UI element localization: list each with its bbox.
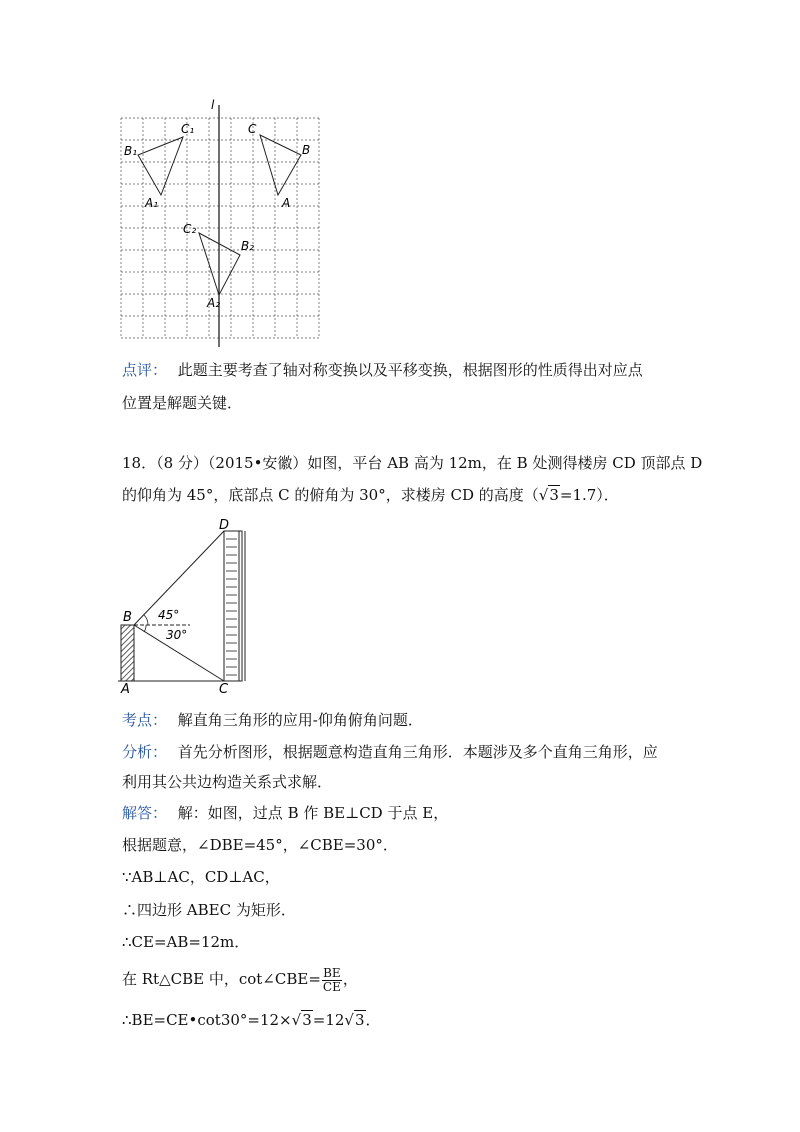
fraction-numerator: BE <box>323 965 341 980</box>
label-a1: A₁ <box>145 196 159 210</box>
solution-line6-suffix: ． <box>365 1011 381 1029</box>
problem-line1: 18．（8 分）（2015•安徽）如图，平台 AB 高为 12m，在 B 处测得楼房 CD 顶部点 D <box>122 454 703 472</box>
solution-line2: ∵AB⊥AC，CD⊥AC， <box>122 868 280 886</box>
kaodian-text: 解直角三角形的应用-仰角俯角问题． <box>177 711 423 729</box>
fraction-denominator: CE <box>322 979 341 994</box>
solution-line3: ∴四边形 ABEC 为矩形． <box>122 901 296 919</box>
solution-line6 <box>122 1010 381 1030</box>
label-c: C <box>248 122 257 136</box>
fraction-be-ce <box>322 967 342 994</box>
label-b: B <box>302 143 311 157</box>
sqrt-sign-b: √ <box>344 1011 354 1029</box>
problem-line2 <box>122 485 619 505</box>
label-c1: C₁ <box>181 122 195 136</box>
label-a: A <box>282 196 291 210</box>
solution-line5-prefix: 在 Rt△CBE 中，cot∠CBE= <box>122 970 321 988</box>
label-c-fig2: C <box>219 682 229 695</box>
platform-ab <box>121 625 134 681</box>
review-line1 <box>122 360 643 380</box>
fenxi-text-1: 首先分析图形，根据题意构造直角三角形．本题涉及多个直角三角形，应 <box>177 743 658 761</box>
solution-line4: ∴CE=AB=12m． <box>122 933 250 951</box>
symmetry-grid-figure <box>115 95 335 350</box>
review-label: 点评： <box>122 361 168 379</box>
jieda-line <box>122 803 448 823</box>
label-b-fig2: B <box>123 610 132 625</box>
solution-line6-prefix: ∴BE=CE•cot30°=12× <box>122 1011 292 1029</box>
solution-line6-mid: =12 <box>312 1011 345 1029</box>
angle-arc-45 <box>144 615 148 625</box>
jieda-text: 解：如图，过点 B 作 BE⊥CD 于点 E， <box>177 804 449 822</box>
fenxi-label: 分析： <box>122 743 168 761</box>
sqrt-sign: √ <box>538 486 549 504</box>
review-line2: 位置是解题关键． <box>122 394 243 412</box>
label-a-fig2: A <box>121 682 130 695</box>
label-b1: B₁ <box>124 144 138 158</box>
sqrt3-value: 3 <box>549 486 559 504</box>
kaodian-label: 考点： <box>122 711 168 729</box>
fenxi-line1 <box>122 742 658 762</box>
triangle-abc <box>260 135 301 195</box>
sqrt-b-value: 3 <box>354 1011 365 1029</box>
sqrt-sign-a: √ <box>291 1011 302 1029</box>
label-a2: A₂ <box>207 296 221 310</box>
angle-45-label: 45° <box>158 608 180 622</box>
angle-30-label: 30° <box>166 628 188 642</box>
axis-label-l: l <box>211 98 215 112</box>
solution-line1: 根据题意，∠DBE=45°，∠CBE=30°． <box>122 836 398 854</box>
jieda-label: 解答： <box>122 804 168 822</box>
solution-line5-suffix: ， <box>342 970 358 988</box>
angle-arc-30 <box>144 625 146 632</box>
label-d: D <box>219 518 230 533</box>
kaodian-line <box>122 710 423 730</box>
triangle-a1b1c1 <box>138 137 183 195</box>
building-windows <box>226 539 237 675</box>
problem-line2-prefix: 的仰角为 45°，底部点 C 的俯角为 30°，求楼房 CD 的高度（ <box>122 486 539 504</box>
sqrt-a-value: 3 <box>302 1011 312 1029</box>
label-c2: C₂ <box>183 222 197 236</box>
label-b2: B₂ <box>241 239 255 253</box>
fenxi-line2: 利用其公共边构造关系式求解． <box>122 773 333 791</box>
problem-line2-suffix: =1.7）． <box>559 486 619 504</box>
review-text-1: 此题主要考查了轴对称变换以及平移变换，根据图形的性质得出对应点 <box>177 361 643 379</box>
solution-line5 <box>122 962 358 996</box>
building-angle-figure <box>110 515 260 695</box>
